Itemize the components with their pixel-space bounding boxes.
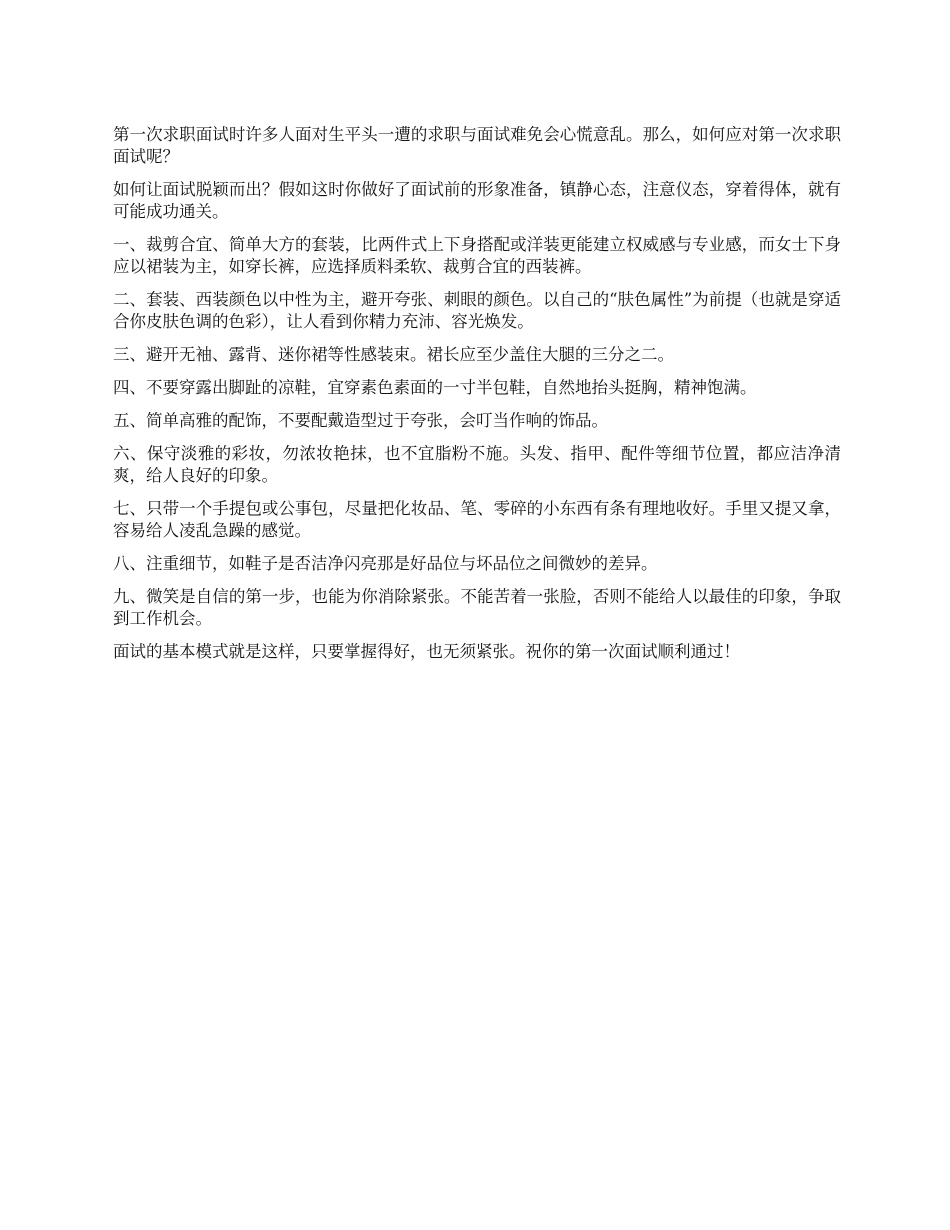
paragraph-tip-1: 一、裁剪合宜、简单大方的套装，比两件式上下身搭配或洋装更能建立权威感与专业感，而女士下身应以裙装为主，如穿长裤，应选择质料柔软、裁剪合宜的西装裤。 [113, 235, 841, 276]
paragraph-tip-2: 二、套装、西装颜色以中性为主，避开夸张、刺眼的颜色。以自己的“肤色属性”为前提（也就是穿适合你皮肤色调的色彩），让人看到你精力充沛、容光焕发。 [113, 290, 841, 331]
paragraph-tip-3: 三、避开无袖、露背、迷你裙等性感装束。裙长应至少盖住大腿的三分之二。 [113, 345, 674, 364]
document-body [113, 124, 841, 674]
paragraph-intro: 第一次求职面试时许多人面对生平头一遭的求职与面试难免会心慌意乱。那么，如何应对第一次求职面试呢？ [113, 125, 841, 166]
paragraph-conclusion: 面试的基本模式就是这样，只要掌握得好，也无须紧张。祝你的第一次面试顺利通过！ [113, 642, 740, 661]
paragraph-tip-8: 八、注重细节，如鞋子是否洁净闪亮那是好品位与坏品位之间微妙的差异。 [113, 554, 658, 573]
paragraph-tip-4: 四、不要穿露出脚趾的凉鞋，宜穿素色素面的一寸半包鞋，自然地抬头挺胸，精神饱满。 [113, 378, 757, 397]
paragraph-tip-6: 六、保守淡雅的彩妆，勿浓妆艳抹，也不宜脂粉不施。头发、指甲、配件等细节位置，都应洁净清爽，给人良好的印象。 [113, 444, 841, 485]
paragraph-tip-9: 九、微笑是自信的第一步，也能为你消除紧张。不能苦着一张脸，否则不能给人以最佳的印象，争取到工作机会。 [113, 587, 841, 628]
paragraph-tip-5: 五、简单高雅的配饰，不要配戴造型过于夸张，会叮当作响的饰品。 [113, 411, 608, 430]
paragraph-tip-7: 七、只带一个手提包或公事包，尽量把化妆品、笔、零碎的小东西有条有理地收好。手里又提又拿，容易给人凌乱急躁的感觉。 [113, 499, 841, 540]
paragraph-question: 如何让面试脱颖而出？假如这时你做好了面试前的形象准备，镇静心态，注意仪态，穿着得体，就有可能成功通关。 [113, 180, 841, 221]
